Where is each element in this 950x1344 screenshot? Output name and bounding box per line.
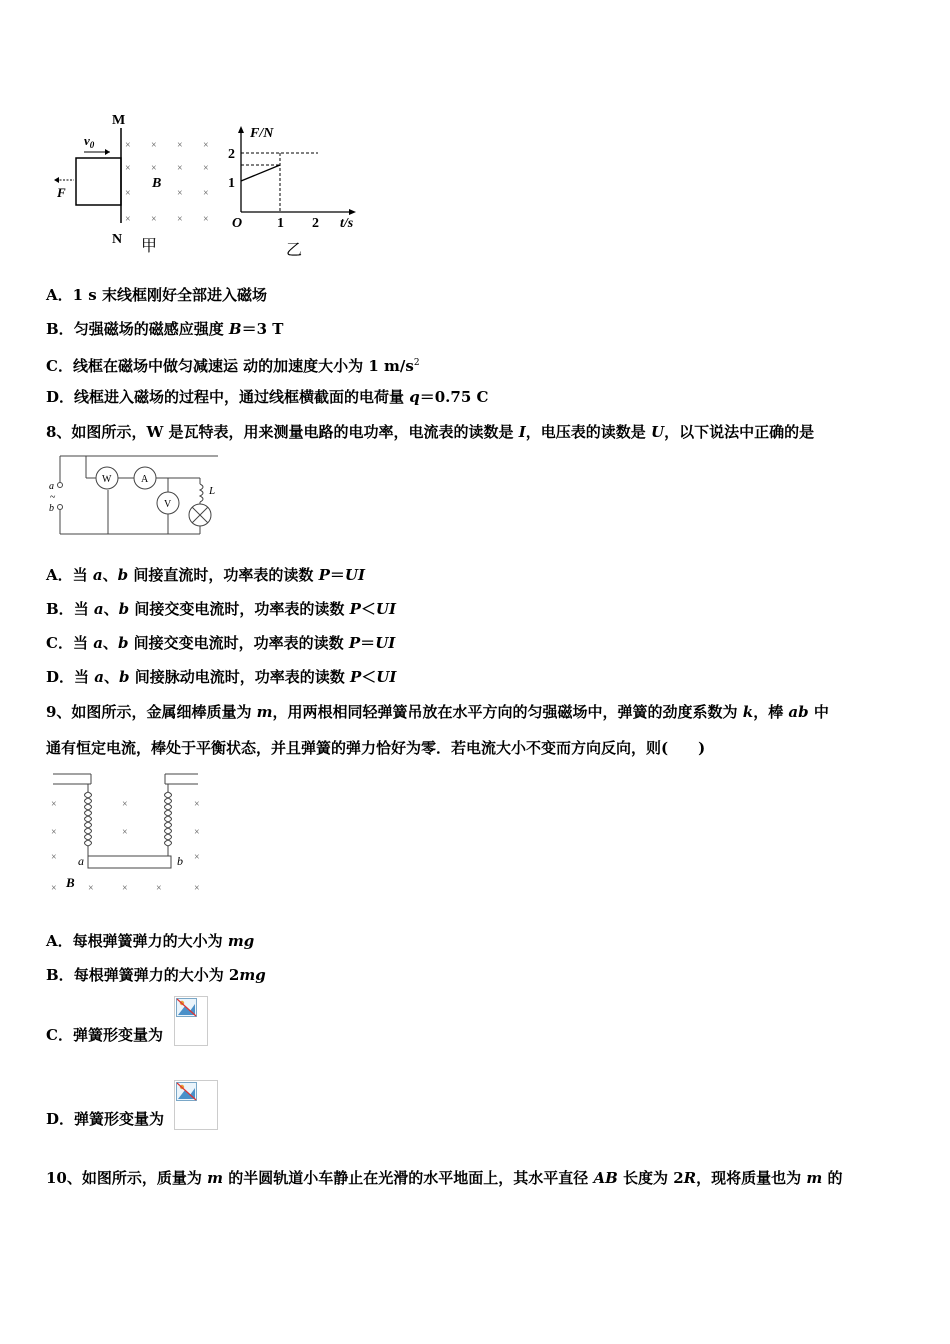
q7-option-a: A．1 s 末线框刚好全部进入磁场 xyxy=(46,286,267,304)
svg-text:×: × xyxy=(51,799,57,810)
svg-text:×: × xyxy=(194,799,200,810)
svg-text:×: × xyxy=(151,163,157,174)
field-crosses xyxy=(125,140,209,225)
figure-8-circuit xyxy=(48,452,228,544)
label-v0: $v_0$ xyxy=(84,133,95,150)
svg-text:×: × xyxy=(177,163,183,174)
q9-option-b: B．每根弹簧弹力的大小为 2mg xyxy=(46,966,266,984)
q9-option-a: A．每根弹簧弹力的大小为 mg xyxy=(46,932,255,950)
terminal-a: a xyxy=(49,481,54,492)
svg-text:×: × xyxy=(51,883,57,894)
label-a: a xyxy=(78,854,84,868)
svg-text:×: × xyxy=(125,163,131,174)
svg-text:×: × xyxy=(122,827,128,838)
label-M: M xyxy=(112,113,126,128)
q8-option-c: C．当 a、b 间接交变电流时，功率表的读数 P＝UI xyxy=(46,634,396,652)
q8-option-d: D．当 a、b 间接脉动电流时，功率表的读数 P＜UI xyxy=(46,668,397,686)
q9-option-d: D．弹簧形变量为 xyxy=(46,1110,165,1128)
q9-option-c: C．弹簧形变量为 xyxy=(46,1026,163,1044)
meter-W: W xyxy=(102,474,112,485)
svg-text:×: × xyxy=(122,799,128,810)
q7-option-c: C．线框在磁场中做匀减速运 动的加速度大小为 1 $m/s^2$ xyxy=(46,357,420,375)
q8-option-a: A．当 a、b 间接直流时，功率表的读数 P＝UI xyxy=(46,566,365,584)
q7-option-d: D．线框进入磁场的过程中，通过线框横截面的电荷量 q＝0.75 C xyxy=(46,388,489,406)
svg-text:×: × xyxy=(156,883,162,894)
svg-text:×: × xyxy=(203,140,209,151)
svg-text:×: × xyxy=(51,852,57,863)
figure-7 xyxy=(48,108,368,260)
svg-text:×: × xyxy=(194,883,200,894)
svg-text:×: × xyxy=(203,188,209,199)
svg-text:×: × xyxy=(125,188,131,199)
q10-stem: 10、如图所示，质量为 m 的半圆轨道小车静止在光滑的水平地面上，其水平直径 AB 长度为 2R，现将质量也为 m 的 xyxy=(46,1169,843,1187)
svg-text:×: × xyxy=(177,140,183,151)
caption-yi: 乙 xyxy=(286,242,303,259)
label-N: N xyxy=(112,232,123,247)
svg-text:×: × xyxy=(88,883,94,894)
svg-text:×: × xyxy=(51,827,57,838)
label-b: b xyxy=(177,854,183,868)
label-L: L xyxy=(209,485,216,497)
meter-V: V xyxy=(164,499,172,510)
caption-jia: 甲 xyxy=(141,238,158,255)
axis-label-ts: t/s xyxy=(340,216,354,231)
metal-rod xyxy=(88,856,171,868)
tick-x2: 2 xyxy=(312,216,319,231)
svg-text:×: × xyxy=(125,214,131,225)
tick-y2: 2 xyxy=(228,147,235,162)
q8-option-b: B．当 a、b 间接交变电流时，功率表的读数 P＜UI xyxy=(46,600,397,618)
wire-frame xyxy=(76,158,121,205)
svg-text:×: × xyxy=(151,140,157,151)
origin-O: O xyxy=(232,216,243,231)
svg-text:×: × xyxy=(177,214,183,225)
q8-stem: 8、如图所示，W 是瓦特表，用来测量电路的电功率，电流表的读数是 I，电压表的读数是 U，以下说法中正确的是 xyxy=(46,423,815,441)
terminal-b: b xyxy=(49,503,54,514)
tilde: ~ xyxy=(50,492,56,503)
figure-9 xyxy=(48,770,208,896)
svg-text:×: × xyxy=(194,852,200,863)
q9-stem-line1: 9、如图所示，金属细棒质量为 m，用两根相同轻弹簧吊放在水平方向的匀强磁场中，弹簧的劲度系数为 k，棒 ab 中 xyxy=(46,703,829,721)
q7-option-b: B．匀强磁场的磁感应强度 B＝3 T xyxy=(46,320,284,338)
tick-x1: 1 xyxy=(277,216,284,231)
label-F: F xyxy=(57,185,66,200)
broken-image-icon-d xyxy=(174,1080,218,1130)
svg-text:×: × xyxy=(122,883,128,894)
meter-A: A xyxy=(141,474,149,485)
svg-text:×: × xyxy=(194,827,200,838)
broken-image-icon-c xyxy=(174,996,208,1046)
label-B: B xyxy=(66,875,75,890)
q9-stem-line2: 通有恒定电流，棒处于平衡状态，并且弹簧的弹力恰好为零．若电流大小不变而方向反向，则( ) xyxy=(46,739,706,757)
svg-text:×: × xyxy=(151,214,157,225)
label-B: B xyxy=(152,176,162,191)
axis-label-FN: F/N xyxy=(250,126,274,141)
svg-text:×: × xyxy=(125,140,131,151)
svg-text:×: × xyxy=(203,214,209,225)
svg-text:×: × xyxy=(177,188,183,199)
tick-y1: 1 xyxy=(228,176,235,191)
svg-text:×: × xyxy=(203,163,209,174)
